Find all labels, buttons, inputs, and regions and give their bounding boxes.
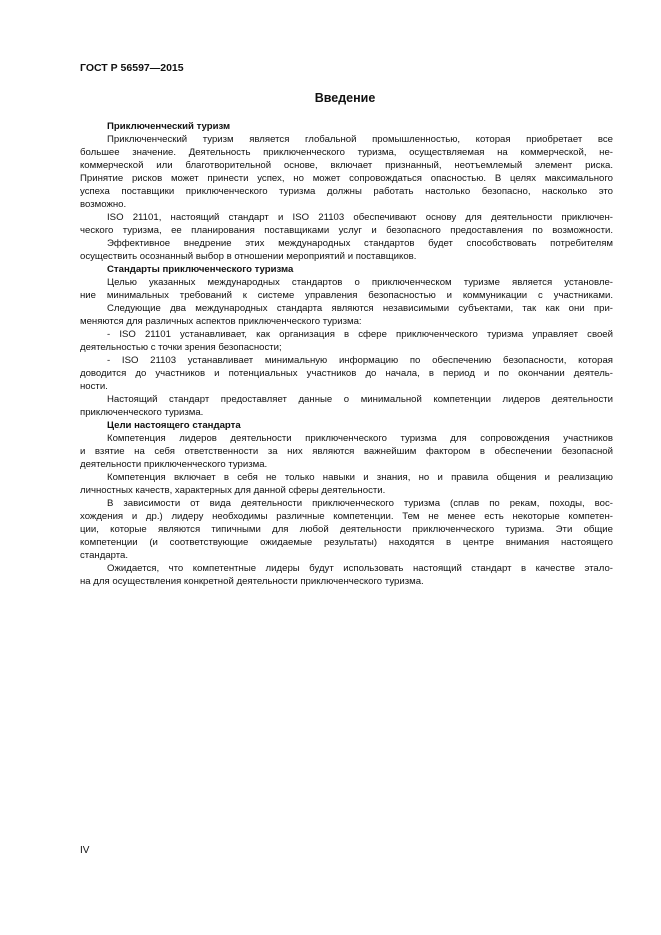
text-line: деятельности приключенческого туризма. xyxy=(80,459,268,470)
text-line: Эффективное внедрение этих международных стандартов будет способствовать потребителям xyxy=(107,238,613,249)
text-line: Следующие два международных стандарта являются независимыми субъектами, так как они при- xyxy=(107,303,613,314)
text-line: меняются для различных аспектов приключенческого туризма: xyxy=(80,316,362,327)
text-line: хождения и др.) лидеру необходимы различные компетенции. Тем не менее есть некоторые компетен- xyxy=(80,511,613,522)
text-line: Принятие рисков может принести успех, но может сопровождаться опасностью. В целях максимального xyxy=(80,173,613,184)
text-line: Компетенция лидеров деятельности приключенческого туризма для сопровождения участников xyxy=(107,433,613,444)
text-line: В зависимости от вида деятельности приключенческого туризма (сплав по рекам, походы, вос- xyxy=(107,498,613,509)
text-line: - ISO 21103 устанавливает минимальную информацию по обеспечению безопасности, которая xyxy=(107,355,613,366)
text-line: возможно. xyxy=(80,199,127,210)
text-line: большее значение. Деятельность приключенческого туризма, осуществляемая на коммерческой, не- xyxy=(80,147,613,158)
text-line: деятельностью с точки зрения безопасности; xyxy=(80,342,282,353)
text-line: личностных качеств, характерных для данной сферы деятельности. xyxy=(80,485,386,496)
section-title: Введение xyxy=(314,91,376,105)
text-line: на для осуществления конкретной деятельности приключенческого туризма. xyxy=(80,576,424,587)
text-line: стандарта. xyxy=(80,550,129,561)
text-line: и взятие на себя ответственности за них являются важнейшим фактором в обеспечении безопасной xyxy=(80,446,613,457)
text-line: ции, которые являются типичными для любой деятельности приключенческого туризма. Эти общие xyxy=(80,524,613,535)
text-line: - ISO 21101 устанавливает, как организация в сфере приключенческого туризма управляет своей xyxy=(107,329,613,340)
text-line: Ожидается, что компетентные лидеры будут использовать настоящий стандарт в качестве этало- xyxy=(107,563,613,574)
text-line: успеха поставщики приключенческого туризма должны работать настолько безопасно, насколько это xyxy=(80,186,613,197)
text-line: ISO 21101, настоящий стандарт и ISO 21103 обеспечивают основу для деятельности приключен- xyxy=(107,212,613,223)
text-line: Приключенческий туризм является глобальной промышленностью, которая приобретает все xyxy=(107,134,613,145)
subsection-heading: Цели настоящего стандарта xyxy=(107,420,241,431)
text-line: приключенческого туризма. xyxy=(80,407,204,418)
document-number: ГОСТ Р 56597—2015 xyxy=(80,62,184,74)
text-line: ности. xyxy=(80,381,108,392)
text-line: компетенции (и соответствующие ожидаемые результаты) находятся в центре внимания настоящего xyxy=(80,537,613,548)
text-line: Целью указанных международных стандартов о приключенческом туризме является установле- xyxy=(107,277,613,288)
subsection-heading: Стандарты приключенческого туризма xyxy=(107,264,294,275)
text-line: коммерческой или благотворительной основе, включает признанный, неотъемлемый элемент риска. xyxy=(80,160,613,171)
subsection-heading: Приключенческий туризм xyxy=(107,121,231,132)
text-line: доводится до участников и потенциальных участников до начала, в период и по окончании деятель- xyxy=(80,368,613,379)
page-number: IV xyxy=(80,845,90,856)
body-text xyxy=(80,120,613,588)
text-line: Компетенция включает в себя не только навыки и знания, но и правила общения и реализацию xyxy=(107,472,613,483)
text-line: ние минимальных требований к системе управления безопасностью и коммуникации с участниками. xyxy=(80,290,613,301)
text-line: осуществить осознанный выбор в отношении мероприятий и поставщиков. xyxy=(80,251,417,262)
text-line: Настоящий стандарт предоставляет данные о минимальной компетенции лидеров деятельности xyxy=(107,394,613,405)
text-line: ческого туризма, ее планирования поставщиками услуг и безопасного предоставления по возможности. xyxy=(80,225,613,236)
